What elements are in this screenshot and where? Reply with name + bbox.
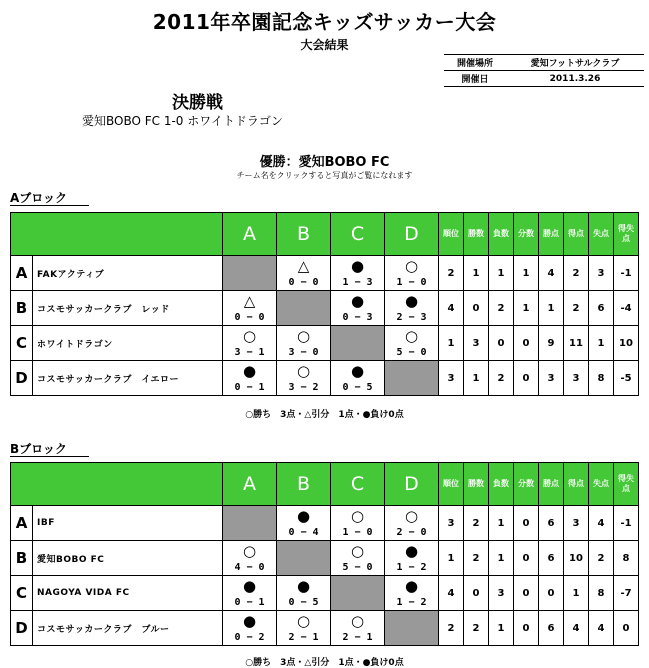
table-row	[11, 256, 639, 291]
self-match-cell	[223, 506, 277, 541]
table-row	[11, 541, 639, 576]
stat-value: 4	[589, 506, 614, 541]
self-match-cell	[385, 611, 439, 646]
result-mark-icon: ○	[350, 612, 365, 630]
stat-value: -1	[614, 506, 639, 541]
row-letter: B	[11, 541, 33, 576]
match-result-cell	[223, 326, 277, 361]
block-a-legend: ○勝ち 3点・△引分 1点・●負け0点	[245, 410, 404, 420]
self-match-cell	[331, 576, 385, 611]
team-name-link[interactable]: NAGOYA VIDA FC	[33, 576, 223, 611]
stat-value: 3	[489, 576, 514, 611]
match-result-cell	[277, 361, 331, 396]
stat-value: 0	[539, 576, 564, 611]
result-mark-icon: ●	[350, 257, 365, 275]
stat-value: 2	[564, 256, 589, 291]
match-score: 0 − 1	[234, 597, 265, 608]
stat-value: 1	[589, 326, 614, 361]
page-title: 2011年卒園記念キッズサッカー大会	[152, 10, 497, 34]
self-match-cell	[277, 291, 331, 326]
champion-text: 優勝：愛知BOBO FC	[259, 155, 390, 170]
final-heading: 決勝戦	[172, 93, 223, 113]
match-result-cell	[331, 541, 385, 576]
match-result-cell	[385, 506, 439, 541]
team-name-link[interactable]: コスモサッカークラブ イエロー	[33, 361, 223, 396]
stat-value: 2	[564, 291, 589, 326]
table-row	[11, 291, 639, 326]
stat-value: 2	[439, 611, 464, 646]
date-label: 開催日	[444, 71, 506, 87]
col-header-stat: 負数	[489, 463, 514, 506]
col-header-stat: 得点	[564, 463, 589, 506]
table-row	[11, 361, 639, 396]
stat-value: 4	[439, 576, 464, 611]
col-header-stat: 勝数	[464, 463, 489, 506]
result-mark-icon: ●	[350, 362, 365, 380]
match-score: 3 − 1	[234, 347, 265, 358]
match-result-cell	[277, 256, 331, 291]
match-result-cell	[277, 611, 331, 646]
venue-label: 開催場所	[444, 55, 506, 71]
match-score: 0 − 1	[234, 382, 265, 393]
stat-value: 1	[514, 256, 539, 291]
venue-info-table	[444, 54, 644, 87]
col-header-stat: 勝点	[539, 463, 564, 506]
col-header-opponent: C	[331, 463, 385, 506]
match-result-cell	[331, 256, 385, 291]
date-value: 2011.3.26	[506, 71, 644, 87]
stat-value: 8	[589, 576, 614, 611]
result-mark-icon: ○	[242, 327, 257, 345]
stat-value: 10	[564, 541, 589, 576]
col-header-opponent: D	[385, 213, 439, 256]
row-letter: D	[11, 361, 33, 396]
match-score: 3 − 0	[288, 347, 319, 358]
result-mark-icon: △	[297, 257, 310, 275]
click-note: チーム名をクリックすると写真がご覧になれます	[236, 171, 413, 180]
self-match-cell	[385, 361, 439, 396]
team-name-link[interactable]: IBF	[33, 506, 223, 541]
block-b-label: Bブロック	[10, 442, 89, 457]
result-mark-icon: ●	[404, 542, 419, 560]
stat-value: -7	[614, 576, 639, 611]
stat-value: 2	[489, 291, 514, 326]
stat-value: 2	[589, 541, 614, 576]
match-result-cell	[223, 361, 277, 396]
row-letter: C	[11, 576, 33, 611]
team-name-link[interactable]: コスモサッカークラブ ブルー	[33, 611, 223, 646]
match-score: 0 − 3	[342, 312, 373, 323]
col-header-stat: 順位	[439, 463, 464, 506]
col-header-opponent: B	[277, 213, 331, 256]
match-score: 3 − 2	[288, 382, 319, 393]
match-result-cell	[223, 541, 277, 576]
team-name-link[interactable]: FAKアクティブ	[33, 256, 223, 291]
result-mark-icon: ●	[350, 292, 365, 310]
row-letter: C	[11, 326, 33, 361]
stat-value: 4	[439, 291, 464, 326]
stat-value: 0	[464, 576, 489, 611]
stat-value: 9	[539, 326, 564, 361]
result-mark-icon: ○	[296, 362, 311, 380]
stat-value: 1	[489, 541, 514, 576]
match-score: 0 − 0	[234, 312, 265, 323]
result-mark-icon: ○	[296, 327, 311, 345]
stat-value: 2	[489, 361, 514, 396]
self-match-cell	[331, 326, 385, 361]
result-mark-icon: ●	[404, 577, 419, 595]
match-score: 5 − 0	[342, 562, 373, 573]
stat-value: 3	[564, 361, 589, 396]
col-header-stat: 負数	[489, 213, 514, 256]
match-score: 0 − 5	[288, 597, 319, 608]
stat-value: 0	[514, 611, 539, 646]
team-name-link[interactable]: 愛知BOBO FC	[33, 541, 223, 576]
match-score: 1 − 0	[342, 527, 373, 538]
stat-value: 6	[539, 541, 564, 576]
team-name-link[interactable]: ホワイトドラゴン	[33, 326, 223, 361]
match-result-cell	[277, 506, 331, 541]
match-score: 1 − 3	[342, 277, 373, 288]
match-result-cell	[277, 576, 331, 611]
row-letter: A	[11, 506, 33, 541]
col-header-stat: 失点	[589, 463, 614, 506]
table-row	[11, 611, 639, 646]
match-score: 0 − 2	[234, 632, 265, 643]
stat-value: 1	[489, 506, 514, 541]
stat-value: 3	[564, 506, 589, 541]
stat-value: 4	[564, 611, 589, 646]
match-score: 2 − 0	[396, 527, 427, 538]
result-mark-icon: ●	[296, 577, 311, 595]
stat-value: 1	[489, 611, 514, 646]
match-score: 4 − 0	[234, 562, 265, 573]
stat-value: -5	[614, 361, 639, 396]
header-blank	[11, 213, 223, 256]
result-mark-icon: △	[243, 292, 256, 310]
result-mark-icon: ○	[404, 507, 419, 525]
stat-value: 3	[464, 326, 489, 361]
result-mark-icon: ●	[404, 292, 419, 310]
table-row	[11, 326, 639, 361]
stat-value: 0	[514, 576, 539, 611]
match-result-cell	[385, 326, 439, 361]
result-mark-icon: ○	[296, 612, 311, 630]
stat-value: 4	[589, 611, 614, 646]
match-score: 2 − 1	[342, 632, 373, 643]
stat-value: 6	[539, 611, 564, 646]
stat-value: 2	[464, 506, 489, 541]
col-header-opponent: A	[223, 463, 277, 506]
match-result-cell	[223, 611, 277, 646]
col-header-stat: 順位	[439, 213, 464, 256]
col-header-opponent: C	[331, 213, 385, 256]
match-score: 1 − 2	[396, 562, 427, 573]
stat-value: 10	[614, 326, 639, 361]
stat-value: 11	[564, 326, 589, 361]
page-subtitle: 大会結果	[300, 38, 349, 52]
match-score: 0 − 4	[288, 527, 319, 538]
match-result-cell	[223, 291, 277, 326]
stat-value: 0	[514, 361, 539, 396]
col-header-stat: 分数	[514, 463, 539, 506]
match-result-cell	[331, 611, 385, 646]
result-mark-icon: ○	[404, 327, 419, 345]
result-mark-icon: ○	[350, 542, 365, 560]
header-blank	[11, 463, 223, 506]
stat-value: 1	[439, 541, 464, 576]
stat-value: 0	[514, 506, 539, 541]
match-score: 0 − 5	[342, 382, 373, 393]
stat-value: 3	[589, 256, 614, 291]
stat-value: 1	[464, 256, 489, 291]
stat-value: 6	[589, 291, 614, 326]
match-result-cell	[223, 576, 277, 611]
stat-value: -1	[614, 256, 639, 291]
stat-value: 1	[439, 326, 464, 361]
col-header-stat: 勝点	[539, 213, 564, 256]
row-letter: A	[11, 256, 33, 291]
match-result-cell	[385, 576, 439, 611]
match-score: 1 − 0	[396, 277, 427, 288]
stat-value: 6	[539, 506, 564, 541]
block-b-table	[10, 462, 639, 646]
table-row	[11, 576, 639, 611]
col-header-stat: 得点	[564, 213, 589, 256]
match-score: 2 − 3	[396, 312, 427, 323]
stat-value: -4	[614, 291, 639, 326]
stat-value: 1	[514, 291, 539, 326]
block-a-label: Aブロック	[10, 191, 89, 206]
stat-value: 3	[439, 506, 464, 541]
result-mark-icon: ○	[242, 542, 257, 560]
result-mark-icon: ○	[404, 257, 419, 275]
match-result-cell	[385, 291, 439, 326]
self-match-cell	[277, 541, 331, 576]
col-header-stat: 分数	[514, 213, 539, 256]
stat-value: 3	[439, 361, 464, 396]
stat-value: 2	[464, 541, 489, 576]
stat-value: 4	[539, 256, 564, 291]
stat-value: 8	[589, 361, 614, 396]
final-result: 愛知BOBO FC 1-0 ホワイトドラゴン	[82, 114, 283, 128]
col-header-stat: 得失点	[614, 463, 639, 506]
stat-value: 3	[539, 361, 564, 396]
match-score: 1 − 2	[396, 597, 427, 608]
result-mark-icon: ●	[242, 577, 257, 595]
col-header-stat: 得失点	[614, 213, 639, 256]
result-mark-icon: ○	[350, 507, 365, 525]
table-row	[11, 506, 639, 541]
stat-value: 0	[489, 326, 514, 361]
team-name-link[interactable]: コスモサッカークラブ レッド	[33, 291, 223, 326]
col-header-opponent: A	[223, 213, 277, 256]
stat-value: 8	[614, 541, 639, 576]
match-result-cell	[277, 326, 331, 361]
col-header-opponent: D	[385, 463, 439, 506]
stat-value: 1	[464, 361, 489, 396]
match-result-cell	[331, 506, 385, 541]
match-result-cell	[385, 256, 439, 291]
stat-value: 0	[514, 326, 539, 361]
block-b-legend: ○勝ち 3点・△引分 1点・●負け0点	[245, 658, 404, 668]
block-a-table	[10, 212, 639, 396]
venue-value: 愛知フットサルクラブ	[506, 55, 644, 71]
col-header-stat: 勝数	[464, 213, 489, 256]
col-header-opponent: B	[277, 463, 331, 506]
match-result-cell	[331, 291, 385, 326]
match-score: 0 − 0	[288, 277, 319, 288]
stat-value: 1	[539, 291, 564, 326]
row-letter: B	[11, 291, 33, 326]
stat-value: 2	[439, 256, 464, 291]
result-mark-icon: ●	[296, 507, 311, 525]
col-header-stat: 失点	[589, 213, 614, 256]
match-result-cell	[385, 541, 439, 576]
result-mark-icon: ●	[242, 362, 257, 380]
match-score: 2 − 1	[288, 632, 319, 643]
row-letter: D	[11, 611, 33, 646]
match-result-cell	[331, 361, 385, 396]
stat-value: 0	[614, 611, 639, 646]
stat-value: 1	[564, 576, 589, 611]
match-score: 5 − 0	[396, 347, 427, 358]
stat-value: 2	[464, 611, 489, 646]
self-match-cell	[223, 256, 277, 291]
stat-value: 0	[464, 291, 489, 326]
result-mark-icon: ●	[242, 612, 257, 630]
stat-value: 0	[514, 541, 539, 576]
stat-value: 1	[489, 256, 514, 291]
